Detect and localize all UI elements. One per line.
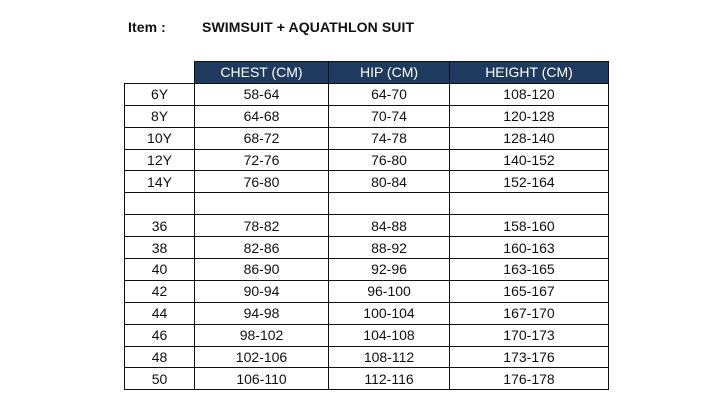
table-row: [125, 302, 609, 324]
table-row: [125, 149, 609, 171]
measurement-cell: 74-78: [329, 127, 450, 149]
column-header: CHEST (CM): [195, 62, 329, 84]
measurement-cell: 128-140: [450, 127, 609, 149]
measurement-cell: 64-70: [329, 83, 450, 105]
measurement-cell: 108-112: [329, 346, 450, 368]
measurement-cell: 64-68: [195, 105, 329, 127]
size-label-cell: 38: [125, 237, 195, 259]
table-row: [125, 193, 609, 215]
table-row: [125, 127, 609, 149]
measurement-cell: 158-160: [450, 215, 609, 237]
measurement-cell: 140-152: [450, 149, 609, 171]
item-value: SWIMSUIT + AQUATHLON SUIT: [202, 19, 415, 35]
table-row: [125, 346, 609, 368]
measurement-cell: 108-120: [450, 83, 609, 105]
table-row: [125, 171, 609, 193]
measurement-cell: 106-110: [195, 368, 329, 390]
table-row: [125, 237, 609, 259]
table-row: [125, 83, 609, 105]
measurement-cell: 163-165: [450, 259, 609, 281]
measurement-cell: 98-102: [195, 324, 329, 346]
item-label: Item :: [128, 19, 166, 35]
table-body: [125, 83, 609, 389]
size-label-cell: 50: [125, 368, 195, 390]
size-label-cell: 10Y: [125, 127, 195, 149]
size-label-cell: 6Y: [125, 83, 195, 105]
measurement-cell: 84-88: [329, 215, 450, 237]
measurement-cell: 68-72: [195, 127, 329, 149]
measurement-cell: 90-94: [195, 280, 329, 302]
table-row: [125, 324, 609, 346]
table-row: [125, 259, 609, 281]
size-label-cell: 48: [125, 346, 195, 368]
measurement-cell: 112-116: [329, 368, 450, 390]
measurement-cell: 88-92: [329, 237, 450, 259]
measurement-cell: 120-128: [450, 105, 609, 127]
measurement-cell: 80-84: [329, 171, 450, 193]
measurement-cell: 173-176: [450, 346, 609, 368]
item-line: [128, 19, 414, 35]
measurement-cell: [450, 193, 609, 215]
table-row: [125, 215, 609, 237]
size-label-cell: [125, 193, 195, 215]
measurement-cell: 72-76: [195, 149, 329, 171]
size-label-cell: 42: [125, 280, 195, 302]
measurement-cell: 76-80: [195, 171, 329, 193]
size-label-cell: 12Y: [125, 149, 195, 171]
table-header-row: [125, 62, 609, 84]
measurement-cell: 58-64: [195, 83, 329, 105]
measurement-cell: 82-86: [195, 237, 329, 259]
header-corner-cell: [125, 62, 195, 84]
measurement-cell: 94-98: [195, 302, 329, 324]
measurement-cell: 92-96: [329, 259, 450, 281]
measurement-cell: 152-164: [450, 171, 609, 193]
measurement-cell: 176-178: [450, 368, 609, 390]
measurement-cell: [329, 193, 450, 215]
measurement-cell: 167-170: [450, 302, 609, 324]
measurement-cell: 86-90: [195, 259, 329, 281]
column-header: HEIGHT (CM): [450, 62, 609, 84]
table-row: [125, 280, 609, 302]
size-chart-table: [124, 61, 609, 390]
column-header: HIP (CM): [329, 62, 450, 84]
measurement-cell: 170-173: [450, 324, 609, 346]
table-row: [125, 368, 609, 390]
size-label-cell: 40: [125, 259, 195, 281]
size-label-cell: 14Y: [125, 171, 195, 193]
measurement-cell: 160-163: [450, 237, 609, 259]
measurement-cell: 100-104: [329, 302, 450, 324]
measurement-cell: 104-108: [329, 324, 450, 346]
size-label-cell: 36: [125, 215, 195, 237]
measurement-cell: 102-106: [195, 346, 329, 368]
size-label-cell: 8Y: [125, 105, 195, 127]
measurement-cell: 78-82: [195, 215, 329, 237]
size-label-cell: 46: [125, 324, 195, 346]
table-row: [125, 105, 609, 127]
size-label-cell: 44: [125, 302, 195, 324]
measurement-cell: [195, 193, 329, 215]
measurement-cell: 70-74: [329, 105, 450, 127]
measurement-cell: 96-100: [329, 280, 450, 302]
measurement-cell: 76-80: [329, 149, 450, 171]
measurement-cell: 165-167: [450, 280, 609, 302]
